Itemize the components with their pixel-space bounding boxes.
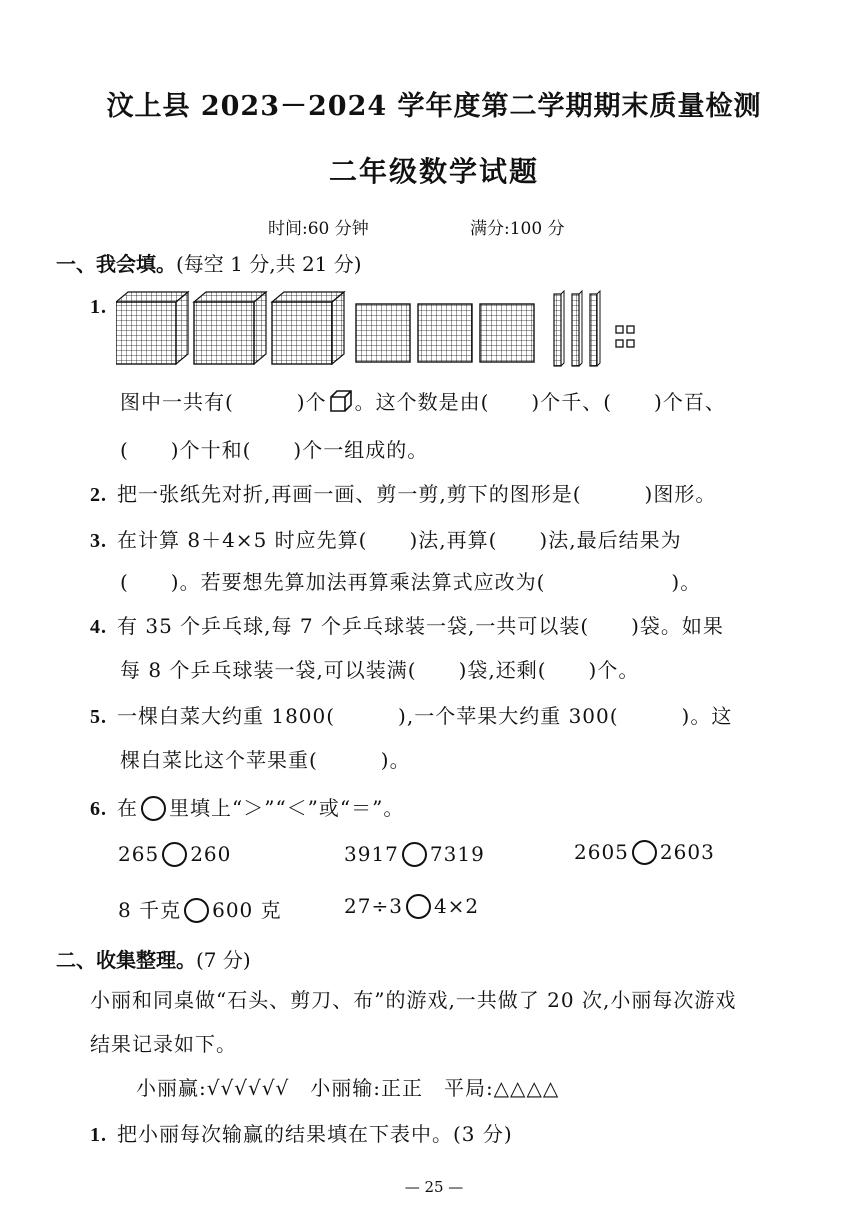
game-record: 小丽赢:√√√√√√ 小丽输:正正 平局:△△△△ <box>136 1076 560 1100</box>
section-2-q1: 1. 把小丽每次输赢的结果填在下表中。(3 分) <box>90 1122 513 1146</box>
section-2-intro-2: 结果记录如下。 <box>90 1032 237 1056</box>
answer-circle <box>141 796 166 821</box>
q4-line-1: 4. 有 35 个乒乓球,每 7 个乒乓球装一袋,一共可以装( )袋。如果 <box>90 614 724 638</box>
thousand-cube <box>272 292 344 364</box>
thousand-cube <box>194 292 266 364</box>
ten-rod <box>590 291 600 366</box>
q5-line-1: 5. 一棵白菜大约重 1800( ),一个苹果大约重 300( )。这 <box>90 704 733 728</box>
q2: 2. 把一张纸先对折,再画一画、剪一剪,剪下的图形是( )图形。 <box>90 482 717 506</box>
compare-item[interactable]: 8 千克 600 克 <box>118 898 282 922</box>
ten-rod <box>572 291 582 366</box>
compare-item[interactable]: 3917 7319 <box>344 842 485 866</box>
compare-circle[interactable] <box>184 898 209 923</box>
unit-cube <box>627 326 634 333</box>
section-2-heading: 二、收集整理。(7 分) <box>56 948 251 972</box>
unit-cube <box>627 340 634 347</box>
compare-item[interactable]: 27÷3 4×2 <box>344 894 480 918</box>
q6-instruction: 6. 在 里填上“＞”“＜”或“＝”。 <box>90 796 405 820</box>
exam-time: 时间:60 分钟 <box>268 219 369 239</box>
q1-number: 1. <box>90 296 107 318</box>
unit-cube <box>616 326 623 333</box>
hundred-flat <box>480 304 534 362</box>
q1-line-1: 图中一共有( )个 。这个数是由( )个千、( )个百、 <box>120 390 726 414</box>
q1-line-2: ( )个十和( )个一组成的。 <box>120 438 429 462</box>
compare-circle[interactable] <box>402 842 427 867</box>
compare-circle[interactable] <box>162 842 187 867</box>
q3-line-1: 3. 在计算 8＋4×5 时应先算( )法,再算( )法,最后结果为 <box>90 528 682 552</box>
hundred-flat <box>356 304 410 362</box>
q3-line-2: ( )。若要想先算加法再算乘法算式应改为( )。 <box>120 570 702 594</box>
compare-circle[interactable] <box>632 840 657 865</box>
section-1-heading: 一、我会填。(每空 1 分,共 21 分) <box>56 252 362 276</box>
hundred-flat <box>418 304 472 362</box>
exam-subtitle: 二年级数学试题 <box>328 155 539 188</box>
page-number: — 25 — <box>404 1178 464 1196</box>
q4-line-2: 每 8 个乒乓球装一袋,可以装满( )袋,还剩( )个。 <box>120 658 640 682</box>
q5-line-2: 棵白菜比这个苹果重( )。 <box>120 748 411 772</box>
section-2-intro-1: 小丽和同桌做“石头、剪刀、布”的游戏,一共做了 20 次,小丽每次游戏 <box>90 988 737 1012</box>
unit-cube-icon <box>329 389 353 413</box>
ten-rod <box>554 291 564 366</box>
compare-circle[interactable] <box>406 894 431 919</box>
thousand-cube <box>116 292 188 364</box>
compare-item[interactable]: 265 260 <box>118 842 232 866</box>
compare-item[interactable]: 2605 2603 <box>574 840 715 864</box>
exam-score: 满分:100 分 <box>470 219 565 239</box>
base-ten-blocks-figure <box>116 290 646 370</box>
exam-title: 汶上县 2023－2024 学年度第二学期期末质量检测 <box>106 91 762 122</box>
unit-cube <box>616 340 623 347</box>
